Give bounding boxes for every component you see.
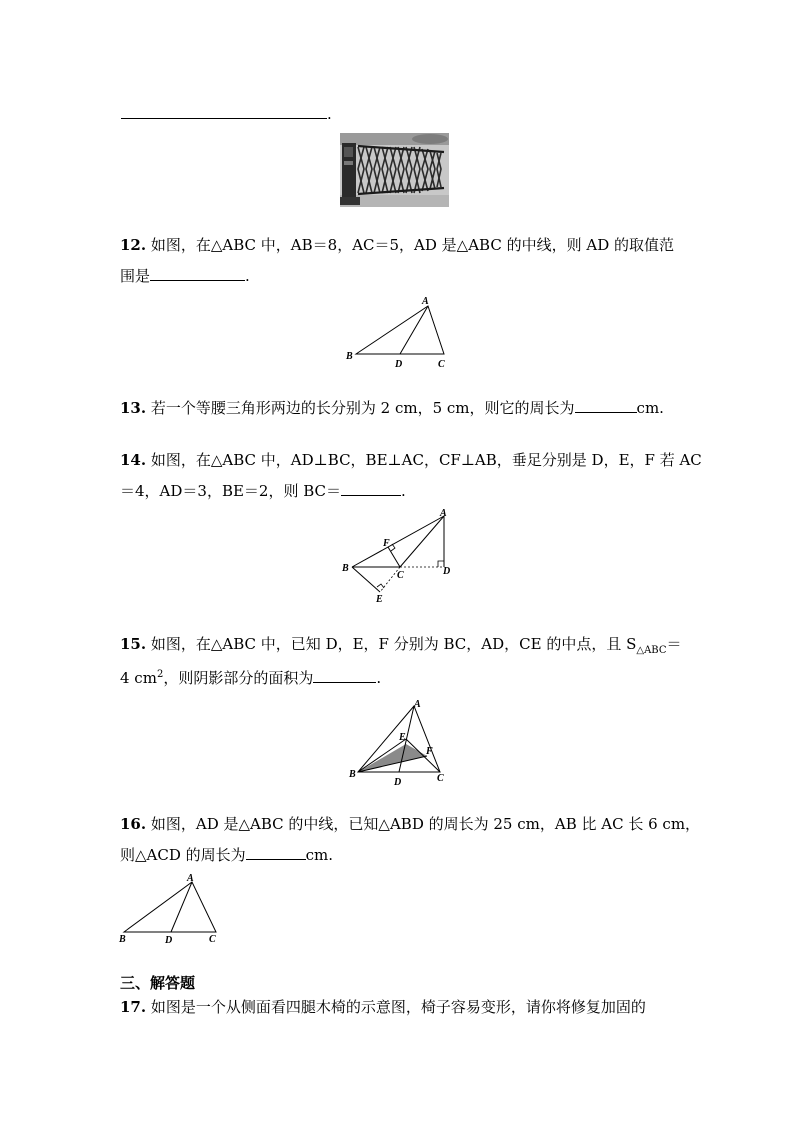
unit-text: cm. (305, 846, 334, 864)
label-A: A (414, 699, 421, 710)
question-text: 如图是一个从侧面看四腿木椅的示意图，椅子容易变形，请你将修复加固的 (150, 998, 646, 1016)
question-text: 如图，AD 是△ABC 的中线，已知△ABD 的周长为 25 cm，AB 比 AC 长 6 cm， (150, 815, 701, 833)
question-number: 16. (120, 815, 147, 833)
q14-line2 (120, 481, 406, 501)
label-C: C (209, 934, 216, 945)
prev-answer-blank-row (121, 104, 332, 124)
q16-line2 (120, 845, 333, 865)
area-subscript: △ABC (636, 645, 667, 656)
period: . (376, 669, 382, 687)
label-B: B (346, 351, 353, 362)
q16-figure (114, 870, 224, 948)
unit-superscript: 2 (156, 669, 164, 680)
period: . (245, 267, 250, 285)
label-F: F (383, 538, 390, 549)
label-C: C (437, 773, 444, 784)
question-number: 13. (120, 399, 147, 417)
q14-figure (338, 508, 458, 608)
question-number: 15. (120, 635, 147, 653)
answer-blank (341, 481, 401, 496)
label-F: F (426, 746, 433, 757)
question-number: 12. (120, 236, 147, 254)
question-text: 如图，在△ABC 中，AD⊥BC，BE⊥AC，CF⊥AB，垂足分别是 D，E，F 若 AC (150, 451, 702, 469)
label-B: B (342, 563, 349, 574)
answer-blank (246, 845, 306, 860)
q14-line1 (120, 450, 702, 470)
label-B: B (349, 769, 356, 780)
label-D: D (394, 777, 402, 788)
question-text: 如图，在△ABC 中，已知 D，E，F 分别为 BC，AD，CE 的中点，且 S (150, 635, 637, 653)
answer-blank (575, 398, 637, 413)
q15-line2 (120, 665, 381, 688)
question-text: 围是 (120, 267, 151, 285)
label-E: E (399, 732, 406, 743)
question-number: 17. (120, 998, 147, 1016)
q16-line1 (120, 814, 700, 834)
triangle-altitudes-diagram (338, 508, 458, 608)
question-text: ＝ (666, 635, 682, 653)
question-text: ＝4，AD＝3，BE＝2，则 BC＝ (120, 482, 342, 500)
q13-line1 (120, 398, 664, 418)
question-text: 若一个等腰三角形两边的长分别为 2 cm，5 cm，则它的周长为 (150, 399, 575, 417)
gate-photo-svg (340, 133, 449, 207)
question-text: 则△ACD 的周长为 (120, 846, 246, 864)
answer-blank (150, 266, 245, 281)
q12-line2 (120, 266, 250, 286)
question-text: ，则阴影部分的面积为 (163, 669, 314, 687)
triangle-diagram (340, 292, 460, 372)
label-C: C (438, 359, 445, 370)
label-E: E (376, 594, 383, 605)
triangle-median-diagram (114, 870, 224, 948)
retractable-gate-photo (340, 133, 449, 207)
q15-figure (344, 694, 454, 790)
label-A: A (440, 508, 447, 519)
q12-figure (340, 292, 460, 372)
question-text: 如图，在△ABC 中，AB＝8，AC＝5，AD 是△ABC 的中线，则 AD 的取值范 (150, 236, 674, 254)
answer-blank (121, 104, 327, 119)
label-D: D (395, 359, 403, 370)
answer-blank (313, 668, 376, 683)
label-A: A (422, 296, 429, 307)
unit-text: cm. (636, 399, 664, 417)
section-heading: 三、解答题 (120, 974, 196, 992)
question-text: 4 cm (120, 669, 157, 687)
q12-line1 (120, 235, 674, 255)
label-D: D (443, 566, 451, 577)
label-C: C (397, 570, 404, 581)
period: . (327, 105, 332, 123)
shaded-triangle-diagram (344, 694, 454, 790)
q17-line1 (120, 997, 646, 1017)
question-number: 14. (120, 451, 147, 469)
label-A: A (187, 873, 194, 884)
period: . (401, 482, 406, 500)
q15-line1 (120, 634, 682, 661)
label-D: D (165, 935, 173, 946)
label-B: B (119, 934, 126, 945)
